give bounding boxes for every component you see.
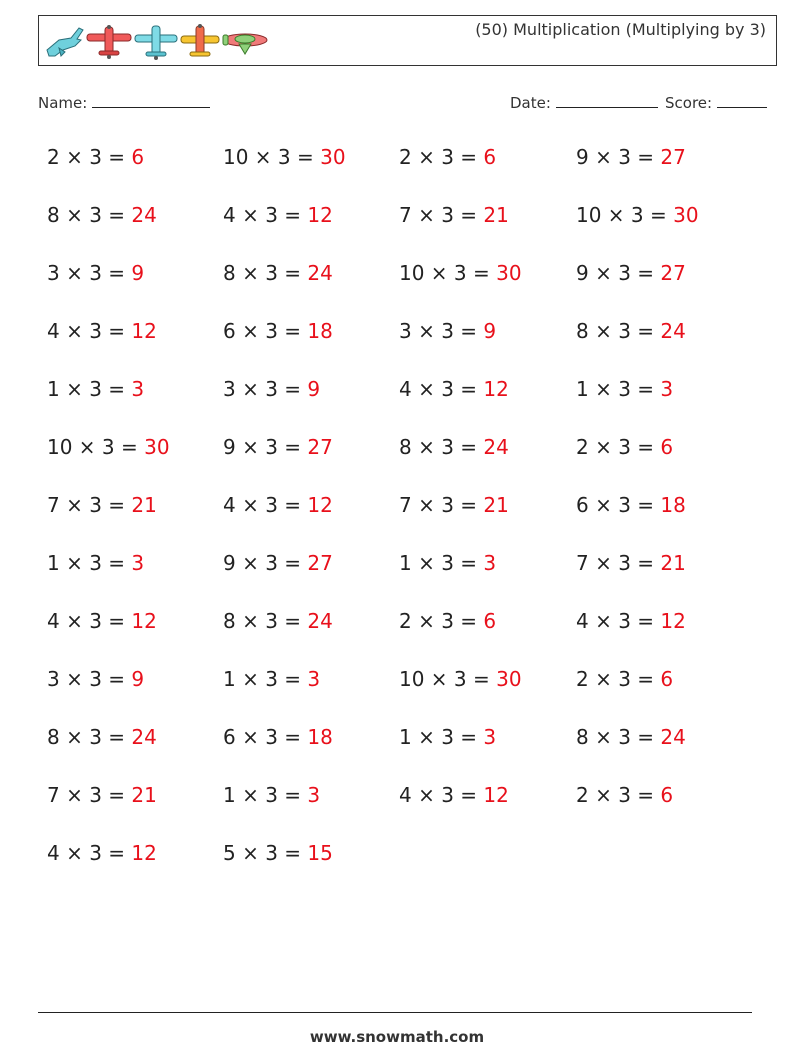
problem-answer: 21 (483, 493, 509, 517)
problem-question: 2 × 3 = (576, 783, 661, 807)
problem-item (47, 841, 217, 865)
problem-answer: 6 (660, 667, 674, 691)
problem-item (223, 203, 393, 227)
worksheet-title: (50) Multiplication (Multiplying by 3) (475, 20, 766, 39)
problem-answer: 18 (660, 493, 686, 517)
problem-question: 9 × 3 = (223, 435, 308, 459)
problem-item (399, 783, 569, 807)
name-field[interactable] (38, 93, 210, 112)
problem-answer: 24 (307, 261, 333, 285)
problem-answer: 12 (307, 493, 333, 517)
problem-item (399, 551, 569, 575)
problem-answer: 30 (496, 261, 522, 285)
problem-answer: 9 (483, 319, 497, 343)
footer-divider (38, 1012, 752, 1013)
problem-question: 7 × 3 = (47, 783, 132, 807)
problem-question: 2 × 3 = (576, 435, 661, 459)
problem-answer: 24 (660, 725, 686, 749)
footer-url: www.snowmath.com (309, 1028, 485, 1046)
problem-item (576, 609, 746, 633)
problem-answer: 21 (483, 203, 509, 227)
problem-question: 10 × 3 = (399, 261, 497, 285)
problem-item (47, 435, 217, 459)
problem-answer: 24 (131, 725, 157, 749)
problem-question: 6 × 3 = (576, 493, 661, 517)
problem-question: 2 × 3 = (399, 145, 484, 169)
problem-answer: 24 (483, 435, 509, 459)
problem-answer: 30 (320, 145, 346, 169)
problem-answer: 18 (307, 319, 333, 343)
problem-question: 3 × 3 = (399, 319, 484, 343)
problem-answer: 9 (131, 261, 145, 285)
problem-item (399, 319, 569, 343)
problem-item (47, 667, 217, 691)
problem-question: 3 × 3 = (47, 667, 132, 691)
problem-question: 4 × 3 = (399, 377, 484, 401)
name-label: Name: (38, 94, 88, 112)
problem-item (47, 377, 217, 401)
problem-question: 8 × 3 = (576, 319, 661, 343)
problem-answer: 21 (131, 493, 157, 517)
problem-answer: 15 (307, 841, 333, 865)
problem-question: 7 × 3 = (47, 493, 132, 517)
problem-item (223, 145, 393, 169)
problem-answer: 30 (496, 667, 522, 691)
problem-answer: 24 (660, 319, 686, 343)
problem-answer: 12 (131, 609, 157, 633)
problem-answer: 18 (307, 725, 333, 749)
problem-question: 10 × 3 = (576, 203, 674, 227)
problem-answer: 30 (673, 203, 699, 227)
problem-answer: 6 (660, 783, 674, 807)
problem-item (223, 609, 393, 633)
problem-item (399, 145, 569, 169)
problem-answer: 6 (131, 145, 145, 169)
problem-question: 1 × 3 = (47, 551, 132, 575)
problem-item (576, 725, 746, 749)
worksheet-header (38, 15, 777, 66)
problem-item (399, 435, 569, 459)
problem-item (47, 145, 217, 169)
problem-item (399, 377, 569, 401)
problem-question: 4 × 3 = (223, 203, 308, 227)
problem-item (47, 203, 217, 227)
problem-question: 8 × 3 = (576, 725, 661, 749)
problem-question: 1 × 3 = (576, 377, 661, 401)
problem-item (223, 725, 393, 749)
problem-question: 6 × 3 = (223, 725, 308, 749)
problem-question: 2 × 3 = (576, 667, 661, 691)
problem-item (576, 377, 746, 401)
problem-answer: 12 (131, 841, 157, 865)
problem-item (576, 551, 746, 575)
problem-answer: 3 (307, 667, 321, 691)
problem-answer: 3 (483, 725, 497, 749)
problem-item (47, 319, 217, 343)
problem-question: 1 × 3 = (399, 725, 484, 749)
problem-item (47, 725, 217, 749)
problem-question: 8 × 3 = (223, 609, 308, 633)
problem-item (223, 841, 393, 865)
problem-item (399, 725, 569, 749)
problem-item (399, 493, 569, 517)
problem-question: 4 × 3 = (223, 493, 308, 517)
problem-question: 10 × 3 = (399, 667, 497, 691)
problem-answer: 12 (483, 377, 509, 401)
problem-answer: 9 (131, 667, 145, 691)
problem-question: 7 × 3 = (576, 551, 661, 575)
problem-item (223, 435, 393, 459)
problem-item (223, 783, 393, 807)
problem-question: 2 × 3 = (399, 609, 484, 633)
problem-question: 9 × 3 = (576, 145, 661, 169)
problem-item (47, 783, 217, 807)
problem-answer: 3 (483, 551, 497, 575)
problem-question: 4 × 3 = (47, 609, 132, 633)
problem-item (223, 551, 393, 575)
problem-item (576, 493, 746, 517)
problem-item (223, 377, 393, 401)
airplane-blue-icon (135, 26, 177, 60)
problem-answer: 3 (660, 377, 674, 401)
problem-answer: 24 (131, 203, 157, 227)
problem-answer: 27 (307, 435, 333, 459)
problem-item (576, 783, 746, 807)
problem-answer: 6 (660, 435, 674, 459)
problem-question: 4 × 3 = (47, 841, 132, 865)
problem-answer: 3 (307, 783, 321, 807)
date-blank[interactable] (556, 93, 658, 108)
problem-answer: 30 (144, 435, 170, 459)
problem-question: 2 × 3 = (47, 145, 132, 169)
problem-question: 9 × 3 = (223, 551, 308, 575)
problem-answer: 3 (131, 377, 145, 401)
problem-question: 3 × 3 = (223, 377, 308, 401)
problem-question: 1 × 3 = (223, 783, 308, 807)
problem-item (47, 493, 217, 517)
date-label: Date: (510, 94, 551, 112)
problem-item (223, 261, 393, 285)
problem-item (576, 145, 746, 169)
problem-question: 7 × 3 = (399, 493, 484, 517)
problem-question: 8 × 3 = (399, 435, 484, 459)
problem-item (223, 493, 393, 517)
problem-answer: 12 (307, 203, 333, 227)
problem-item (576, 319, 746, 343)
problem-item (576, 667, 746, 691)
problem-answer: 24 (307, 609, 333, 633)
problem-question: 4 × 3 = (47, 319, 132, 343)
problem-question: 4 × 3 = (576, 609, 661, 633)
airplane-red-icon (87, 25, 131, 59)
problem-answer: 12 (660, 609, 686, 633)
score-field[interactable] (665, 93, 767, 112)
problem-answer: 12 (131, 319, 157, 343)
airplane-yellow-icon (181, 24, 219, 56)
problem-item (223, 667, 393, 691)
problem-question: 1 × 3 = (47, 377, 132, 401)
problem-item (399, 261, 569, 285)
problem-answer: 6 (483, 609, 497, 633)
problem-answer: 3 (131, 551, 145, 575)
problem-question: 1 × 3 = (223, 667, 308, 691)
problem-item (223, 319, 393, 343)
problem-item (399, 609, 569, 633)
problem-question: 8 × 3 = (223, 261, 308, 285)
problem-question: 10 × 3 = (223, 145, 321, 169)
problem-answer: 12 (483, 783, 509, 807)
problem-question: 7 × 3 = (399, 203, 484, 227)
problem-item (576, 203, 746, 227)
problem-answer: 9 (307, 377, 321, 401)
score-blank[interactable] (717, 93, 767, 108)
problem-question: 8 × 3 = (47, 725, 132, 749)
problem-item (47, 551, 217, 575)
problem-answer: 27 (307, 551, 333, 575)
problem-question: 8 × 3 = (47, 203, 132, 227)
date-field[interactable] (510, 93, 658, 112)
problem-question: 1 × 3 = (399, 551, 484, 575)
score-label: Score: (665, 94, 713, 112)
problem-item (47, 261, 217, 285)
problem-question: 10 × 3 = (47, 435, 145, 459)
name-blank[interactable] (92, 93, 210, 108)
problem-item (399, 667, 569, 691)
problem-answer: 27 (660, 145, 686, 169)
airplane-green-icon (223, 34, 267, 54)
problem-answer: 6 (483, 145, 497, 169)
problem-question: 9 × 3 = (576, 261, 661, 285)
problem-question: 4 × 3 = (399, 783, 484, 807)
airplane-cyan-icon (47, 28, 83, 56)
problem-question: 6 × 3 = (223, 319, 308, 343)
problem-answer: 21 (660, 551, 686, 575)
problem-answer: 21 (131, 783, 157, 807)
problem-item (47, 609, 217, 633)
problem-item (399, 203, 569, 227)
problem-question: 3 × 3 = (47, 261, 132, 285)
problem-item (576, 261, 746, 285)
problem-question: 5 × 3 = (223, 841, 308, 865)
airplane-icons (43, 22, 273, 62)
problem-item (576, 435, 746, 459)
problem-answer: 27 (660, 261, 686, 285)
